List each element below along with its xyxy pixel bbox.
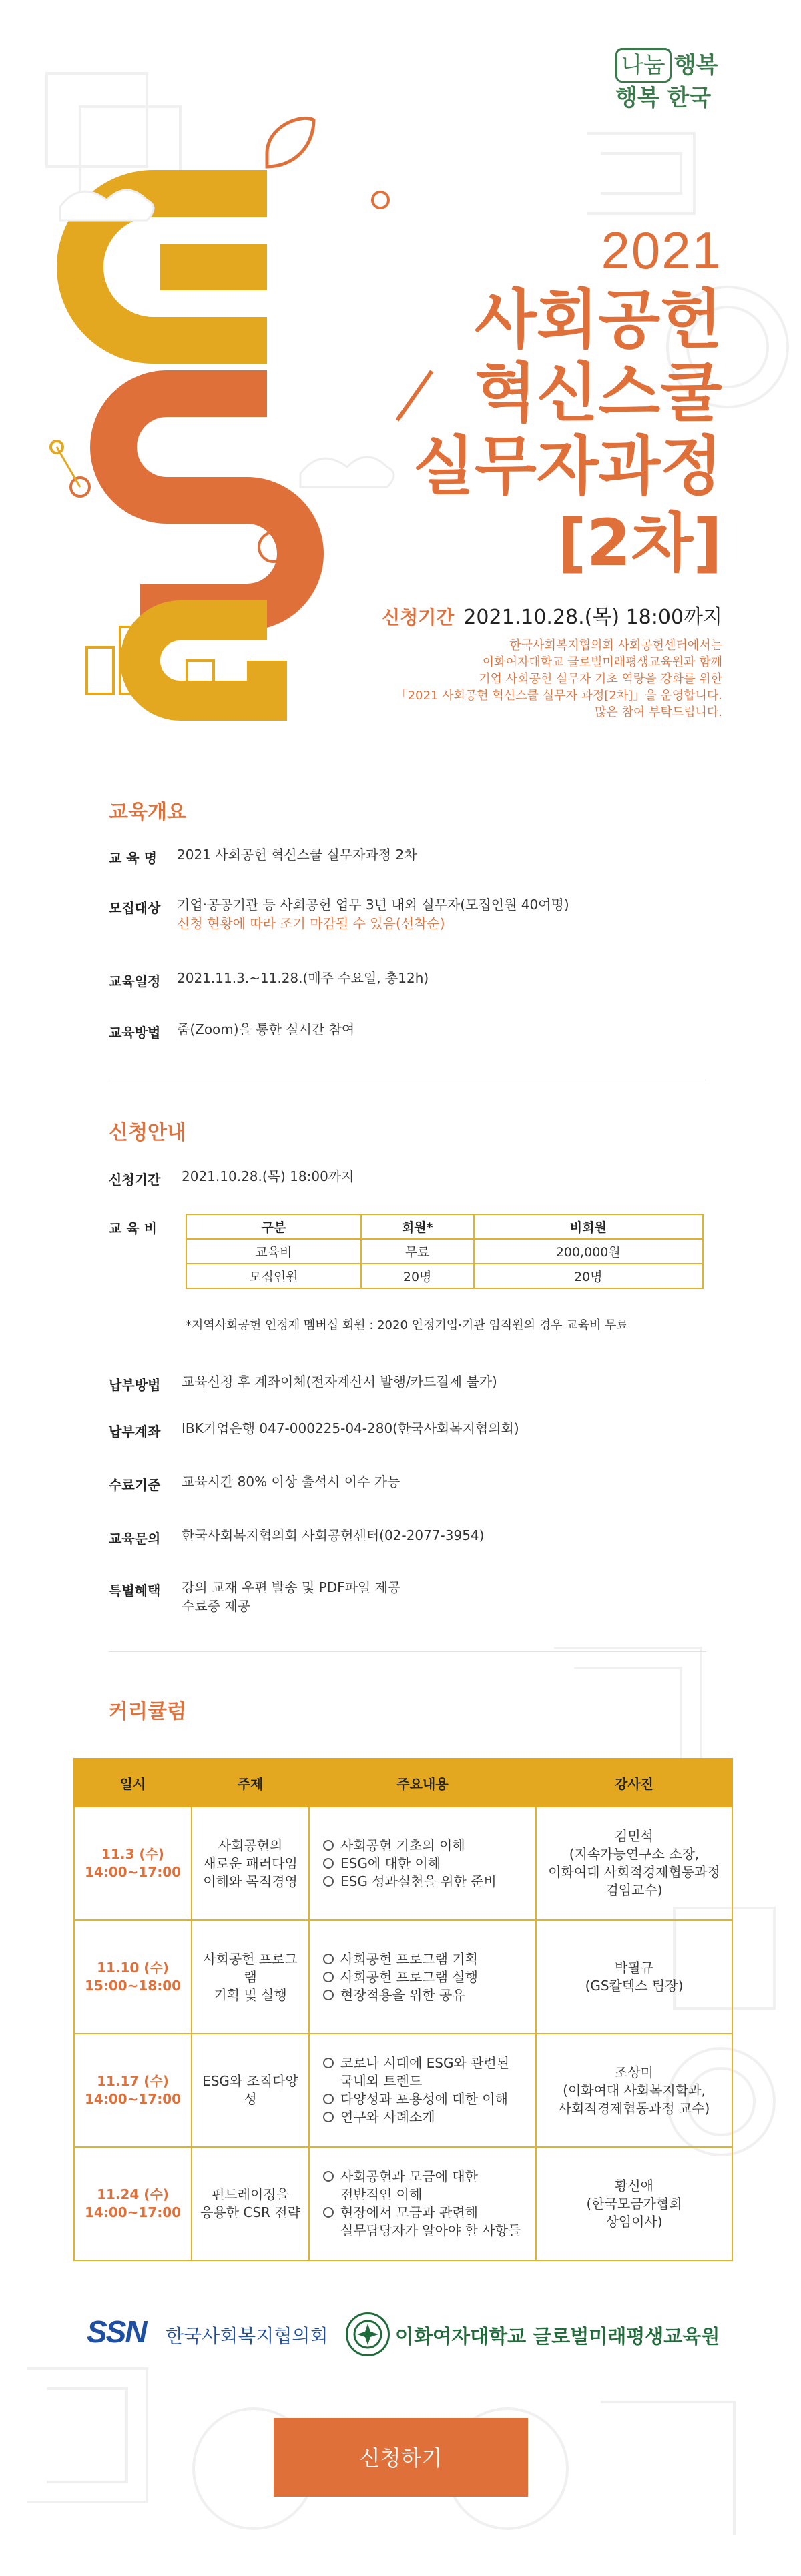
curriculum-header: 주제 [192, 1759, 309, 1807]
content-text: 연구와 사례소개 [340, 2109, 435, 2125]
session-topic [192, 2034, 309, 2147]
content-item [323, 1855, 529, 1873]
content-text: 현장에서 모금과 관련해 [340, 2204, 478, 2220]
bullet-circle-icon [323, 1954, 334, 1964]
intro-line: 이화여자대학교 글로벌미래평생교육원과 함께 [482, 655, 722, 669]
apply-value: 교육시간 80% 이상 출석시 이수 가능 [182, 1474, 400, 1490]
hero-year: 2021 [601, 221, 722, 280]
bullet-circle-icon [323, 2094, 334, 2104]
esg-illustration [47, 113, 421, 727]
lecturer-line: (지속가능연구소 소장, [569, 1846, 700, 1862]
content-continuation: 국내외 트렌드 [340, 2073, 423, 2089]
curriculum-header: 일시 [74, 1759, 192, 1807]
bullet-circle-icon [323, 1990, 334, 2000]
content-text: 사회공헌 프로그램 기획 [340, 1950, 478, 1967]
lecturer-line: 조상미 [615, 2064, 653, 2080]
content-item [323, 2204, 529, 2222]
apply-label: 납부계좌 [109, 1424, 161, 1440]
session-lecturer [536, 1807, 732, 1920]
content-item [323, 1968, 529, 1986]
fee-table-cell: 20명 [361, 1264, 474, 1288]
apply-label: 교육문의 [109, 1531, 161, 1547]
bullet-circle-icon [323, 1840, 334, 1851]
hero-intro [348, 637, 722, 721]
curriculum-header-row [74, 1759, 732, 1807]
ssn-logo-text: SSN [87, 2314, 146, 2349]
overview-label: 교육방법 [109, 1025, 161, 1041]
ssn-org-name: 한국사회복지협의회 [166, 2325, 328, 2347]
session-date [74, 2034, 192, 2147]
fee-table-row [186, 1239, 703, 1264]
lecturer-line: 겸임교수) [605, 1882, 663, 1898]
overview-title: 교육개요 [109, 801, 186, 824]
session-lecturer [536, 2034, 732, 2147]
topic-line: 펀드레이징을 [212, 2186, 289, 2202]
session-lecturer [536, 1920, 732, 2034]
session-topic [192, 1920, 309, 2034]
bullet-circle-icon [323, 1972, 334, 1982]
fee-table-row [186, 1264, 703, 1288]
bullet-circle-icon [323, 2207, 334, 2218]
overview-value: 기업·공공기관 등 사회공헌 업무 3년 내외 실무자(모집인원 40여명) [177, 897, 569, 913]
content-text: 코로나 시대에 ESG와 관련된 [340, 2055, 510, 2071]
content-text: 사회공헌 프로그램 실행 [340, 1968, 478, 1985]
hero-title-line3: 실무자과정 [413, 429, 722, 504]
hero-period [382, 600, 722, 630]
apply-value: IBK기업은행 047-000225-04-280(한국사회복지협의회) [182, 1420, 519, 1436]
ssn-logo [87, 2314, 146, 2350]
topic-line: 이해와 목적경영 [203, 1873, 298, 1889]
logo-line2-text: 행복 한국 [615, 85, 712, 111]
curriculum-row [74, 2147, 732, 2260]
lecturer-line: 사회적경제협동과정 교수) [558, 2100, 710, 2116]
fee-table-header: 회원* [361, 1214, 474, 1239]
overview-note: 신청 현황에 따라 조기 마감될 수 있음(선착순) [177, 915, 445, 931]
fee-table-cell: 모집인원 [186, 1264, 361, 1288]
overview-label: 교 육 명 [109, 850, 157, 866]
session-day: 11.3 (수) [101, 1846, 164, 1862]
section-divider [109, 1651, 706, 1652]
overview-value: 2021.11.3.~11.28.(매주 수요일, 총12h) [177, 970, 429, 986]
apply-period-label: 신청기간 [109, 1172, 161, 1188]
apply-label: 수료기준 [109, 1477, 161, 1493]
curriculum-table [73, 1758, 733, 2261]
hero-title-line2: 혁신스쿨 [475, 356, 722, 430]
session-time: 14:00~17:00 [84, 1864, 182, 1880]
session-day: 11.17 (수) [97, 2073, 169, 2089]
session-date [74, 1807, 192, 1920]
session-time: 15:00~18:00 [84, 1978, 182, 1994]
session-content [309, 2034, 536, 2147]
lecturer-line: (이화여대 사회복지학과, [563, 2082, 706, 2098]
curriculum-title: 커리큘럼 [109, 1700, 186, 1723]
topic-line: ESG와 조직다양성 [202, 2073, 298, 2107]
bullet-circle-icon [323, 2171, 334, 2182]
content-item [323, 2090, 529, 2108]
session-time: 14:00~17:00 [84, 2091, 182, 2107]
content-continuation: 전반적인 이해 [340, 2186, 423, 2202]
bullet-circle-icon [323, 2112, 334, 2122]
fee-table-cell: 200,000원 [474, 1239, 703, 1264]
nanum-logo [615, 48, 718, 113]
session-topic [192, 2147, 309, 2260]
intro-line: 기업 사회공헌 실무자 기초 역량을 강화를 위한 [479, 672, 722, 686]
topic-line: 응용한 CSR 전략 [200, 2204, 300, 2220]
content-text: 사회공헌 기초의 이해 [340, 1837, 465, 1853]
content-text: 다양성과 포용성에 대한 이해 [340, 2091, 508, 2107]
intro-line: 「2021 사회공헌 혁신스쿨 실무자 과정[2차]」을 운영합니다. [395, 689, 722, 703]
hero-period-value: 2021.10.28.(목) 18:00까지 [463, 606, 722, 629]
logo-box-text: 나눔 [615, 48, 672, 83]
apply-button[interactable]: 신청하기 [274, 2418, 528, 2497]
fee-table-cell: 교육비 [186, 1239, 361, 1264]
session-content [309, 1807, 536, 1920]
curriculum-header: 주요내용 [309, 1759, 536, 1807]
apply-value: 한국사회복지협의회 사회공헌센터(02-2077-3954) [182, 1527, 485, 1543]
hero-section [0, 0, 801, 761]
fee-table-header: 구분 [186, 1214, 361, 1239]
fee-table-header-row [186, 1214, 703, 1239]
topic-line: 사회공헌의 [218, 1837, 283, 1853]
session-time: 14:00~17:00 [84, 2204, 182, 2220]
session-content [309, 2147, 536, 2260]
fee-table-cell: 20명 [474, 1264, 703, 1288]
content-item [323, 2168, 529, 2186]
overview-value: 줌(Zoom)을 통한 실시간 참여 [177, 1021, 355, 1037]
overview-label: 모집대상 [109, 900, 161, 916]
intro-line: 한국사회복지협의회 사회공헌센터에서는 [509, 638, 722, 653]
fee-table-header: 비회원 [474, 1214, 703, 1239]
hero-title-line1: 사회공헌 [475, 282, 722, 357]
bullet-circle-icon [323, 1876, 334, 1887]
content-item [323, 1986, 529, 2004]
topic-line: 새로운 패러다임 [203, 1855, 298, 1871]
session-day: 11.24 (수) [97, 2186, 169, 2202]
bullet-circle-icon [323, 2058, 334, 2068]
session-content [309, 1920, 536, 2034]
overview-label: 교육일정 [109, 973, 161, 989]
content-text: 사회공헌과 모금에 대한 [340, 2168, 478, 2184]
apply-value: 교육신청 후 계좌이체(전자계산서 발행/카드결제 불가) [182, 1374, 497, 1390]
curriculum-header: 강사진 [536, 1759, 732, 1807]
topic-line: 사회공헌 프로그램 [203, 1950, 298, 1985]
lecturer-line: 황신애 [615, 2177, 653, 2194]
lecturer-line: 상임이사) [605, 2213, 663, 2230]
content-item [323, 1873, 529, 1891]
apply-value: 강의 교재 우편 발송 및 PDF파일 제공 [182, 1579, 401, 1595]
ewha-org-name: 이화여자대학교 글로벌미래평생교육원 [395, 2325, 720, 2348]
overview-value: 2021 사회공헌 혁신스쿨 실무자과정 2차 [177, 847, 417, 863]
curriculum-row [74, 1807, 732, 1920]
content-item [323, 1837, 529, 1855]
lecturer-line: (한국모금가협회 [586, 2195, 682, 2212]
curriculum-row [74, 1920, 732, 2034]
apply-label: 특별혜택 [109, 1583, 161, 1599]
intro-line: 많은 참여 부탁드립니다. [594, 705, 722, 719]
session-date [74, 2147, 192, 2260]
topic-line: 기획 및 실행 [214, 1986, 287, 2003]
content-item [323, 2054, 529, 2072]
apply-period-value: 2021.10.28.(목) 18:00까지 [182, 1168, 354, 1184]
session-topic [192, 1807, 309, 1920]
logo-line1-text: 행복 [674, 52, 718, 79]
lecturer-line: 이화여대 사회적경제협동과정 [548, 1864, 720, 1880]
content-text: ESG에 대한 이해 [340, 1855, 441, 1871]
hero-period-label: 신청기간 [382, 606, 455, 628]
lecturer-line: 김민석 [615, 1828, 653, 1844]
content-text: ESG 성과실천을 위한 준비 [340, 1873, 497, 1889]
apply-value-extra: 수료증 제공 [182, 1598, 250, 1614]
apply-label: 납부방법 [109, 1377, 161, 1393]
content-item [323, 2108, 529, 2126]
fee-table [186, 1214, 704, 1289]
bullet-circle-icon [323, 1858, 334, 1869]
fee-note: *지역사회공헌 인정제 멤버십 회원 : 2020 인정기업·기관 임직원의 경우 교육비 무료 [186, 1318, 628, 1332]
content-item [323, 1950, 529, 1968]
session-date [74, 1920, 192, 2034]
session-day: 11.10 (수) [97, 1960, 169, 1976]
curriculum-row [74, 2034, 732, 2147]
fee-table-cell: 무료 [361, 1239, 474, 1264]
apply-info-title: 신청안내 [109, 1121, 186, 1144]
lecturer-line: (GS칼텍스 팀장) [585, 1978, 684, 1994]
fee-label: 교 육 비 [109, 1220, 157, 1236]
hero-title-line4: [2차] [557, 506, 722, 580]
lecturer-line: 박필규 [615, 1960, 653, 1976]
ewha-seal-icon [346, 2312, 390, 2356]
content-text: 현장적용을 위한 공유 [340, 1986, 465, 2003]
session-lecturer [536, 2147, 732, 2260]
content-continuation: 실무담당자가 알아야 할 사항들 [340, 2222, 521, 2238]
